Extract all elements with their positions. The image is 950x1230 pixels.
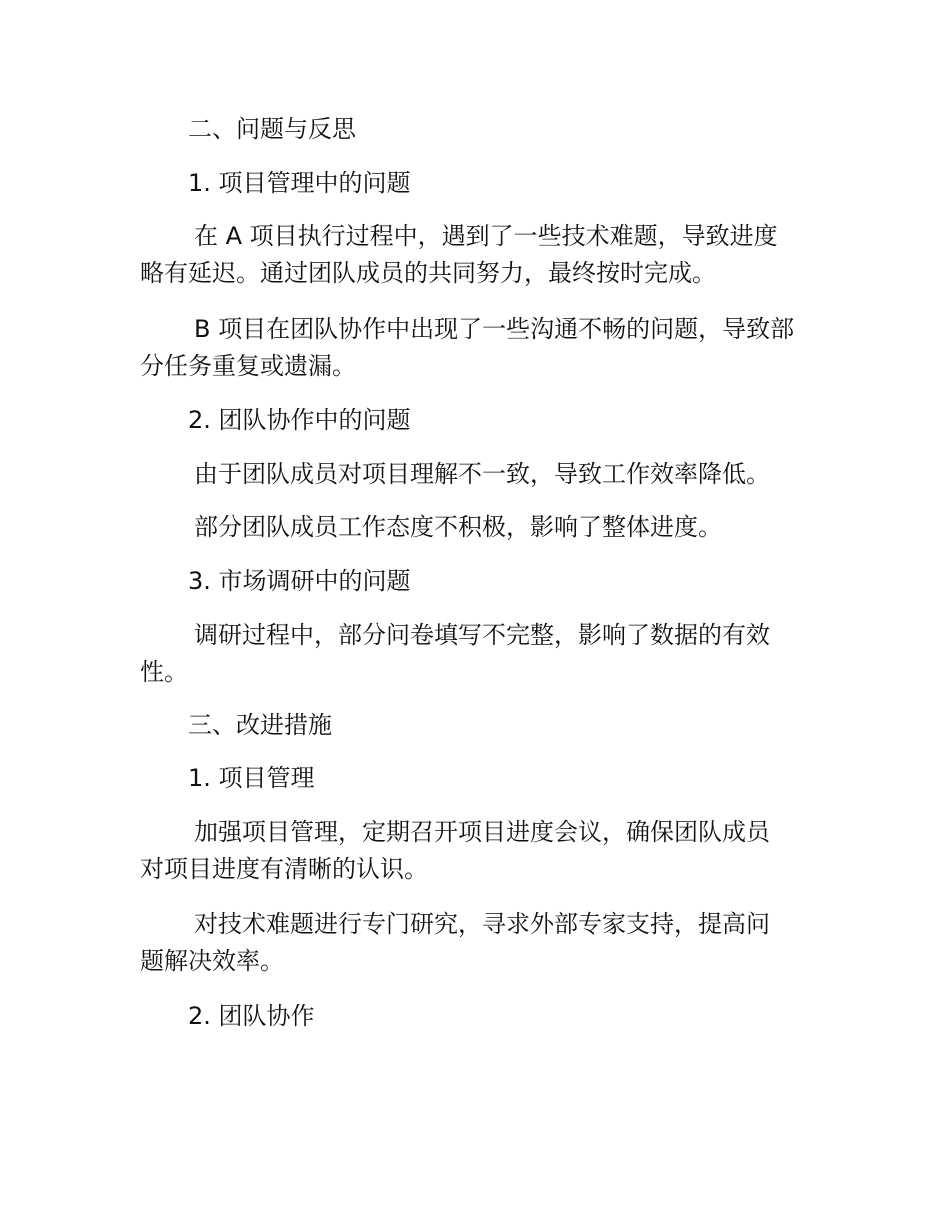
paragraph-pm-meetings <box>140 814 820 888</box>
paragraph-line: 在 A 项目执行过程中，遇到了一些技术难题，导致进度 <box>194 222 778 250</box>
subheading-team-collaboration: 2. 团队协作 <box>188 1002 315 1030</box>
subheading-project-management: 1. 项目管理 <box>188 764 315 792</box>
paragraph-a-project <box>140 218 820 292</box>
paragraph-team-attitude: 部分团队成员工作态度不积极，影响了整体进度。 <box>194 513 722 541</box>
paragraph-line: 略有延迟。通过团队成员的共同努力，最终按时完成。 <box>140 259 716 287</box>
section-heading-improvements: 三、改进措施 <box>188 711 332 739</box>
paragraph-b-project <box>140 311 820 385</box>
paragraph-line: 性。 <box>140 658 188 686</box>
paragraph-line: 调研过程中，部分问卷填写不完整，影响了数据的有效 <box>194 621 770 649</box>
paragraph-line: 分任务重复或遗漏。 <box>140 352 356 380</box>
subheading-team-problems: 2. 团队协作中的问题 <box>188 406 411 434</box>
paragraph-line: B 项目在团队协作中出现了一些沟通不畅的问题，导致部 <box>194 315 795 343</box>
subheading-market-problems: 3. 市场调研中的问题 <box>188 567 411 595</box>
paragraph-pm-experts <box>140 906 820 980</box>
paragraph-line: 加强项目管理，定期召开项目进度会议，确保团队成员 <box>194 818 770 846</box>
paragraph-line: 对技术难题进行专门研究，寻求外部专家支持，提高问 <box>194 910 770 938</box>
paragraph-team-understanding: 由于团队成员对项目理解不一致，导致工作效率降低。 <box>194 460 770 488</box>
paragraph-line: 题解决效率。 <box>140 947 284 975</box>
paragraph-market-survey <box>140 617 820 691</box>
subheading-project-management-problems: 1. 项目管理中的问题 <box>188 169 411 197</box>
section-heading-problems: 二、问题与反思 <box>188 115 356 143</box>
paragraph-line: 对项目进度有清晰的认识。 <box>140 855 428 883</box>
